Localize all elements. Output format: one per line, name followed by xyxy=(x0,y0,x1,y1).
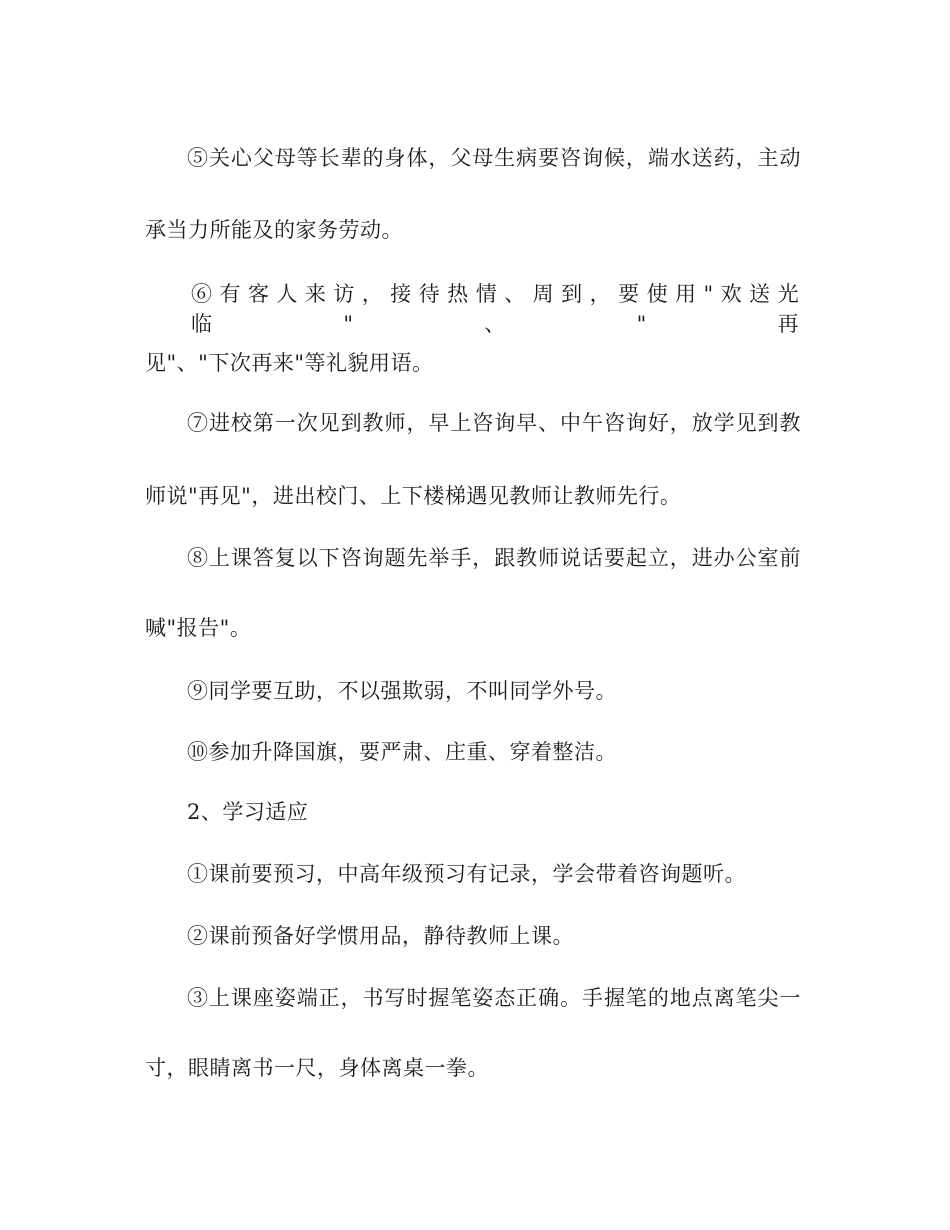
learning-item-3-line-2: 寸，眼睛离书一尺，身体离桌一拳。 xyxy=(145,1056,489,1080)
paragraph-9: ⑨同学要互助，不以强欺弱，不叫同学外号。 xyxy=(187,679,617,703)
paragraph-6-line-1: ⑥有客人来访，接待热情、周到，要使用"欢送光临"、"再 xyxy=(191,282,803,336)
paragraph-5-line-1: ⑤关心父母等长辈的身体，父母生病要咨询候，端水送药，主动 xyxy=(187,146,801,170)
paragraph-7-line-1: ⑦进校第一次见到教师，早上咨询早、中午咨询好，放学见到教 xyxy=(187,411,801,435)
paragraph-8-line-1: ⑧上课答复以下咨询题先举手，跟教师说话要起立，进办公室前 xyxy=(187,546,801,570)
learning-item-3-line-1: ③上课座姿端正，书写时握笔姿态正确。手握笔的地点离笔尖一 xyxy=(187,986,801,1010)
learning-item-1: ①课前要预习，中高年级预习有记录，学会带着咨询题听。 xyxy=(187,862,746,886)
paragraph-7-line-2: 师说"再见"，进出校门、上下楼梯遇见教师让教师先行。 xyxy=(145,484,682,508)
paragraph-8-line-2: 喊"报告"。 xyxy=(145,616,252,640)
section-heading: 2、学习适应 xyxy=(187,800,309,824)
paragraph-6-line-2: 见"、"下次再来"等礼貌用语。 xyxy=(145,351,434,375)
learning-item-2: ②课前预备好学惯用品，静待教师上课。 xyxy=(187,924,574,948)
paragraph-5-line-2: 承当力所能及的家务劳动。 xyxy=(145,218,403,242)
paragraph-10: ⑩参加升降国旗，要严肃、庄重、穿着整洁。 xyxy=(187,740,617,764)
